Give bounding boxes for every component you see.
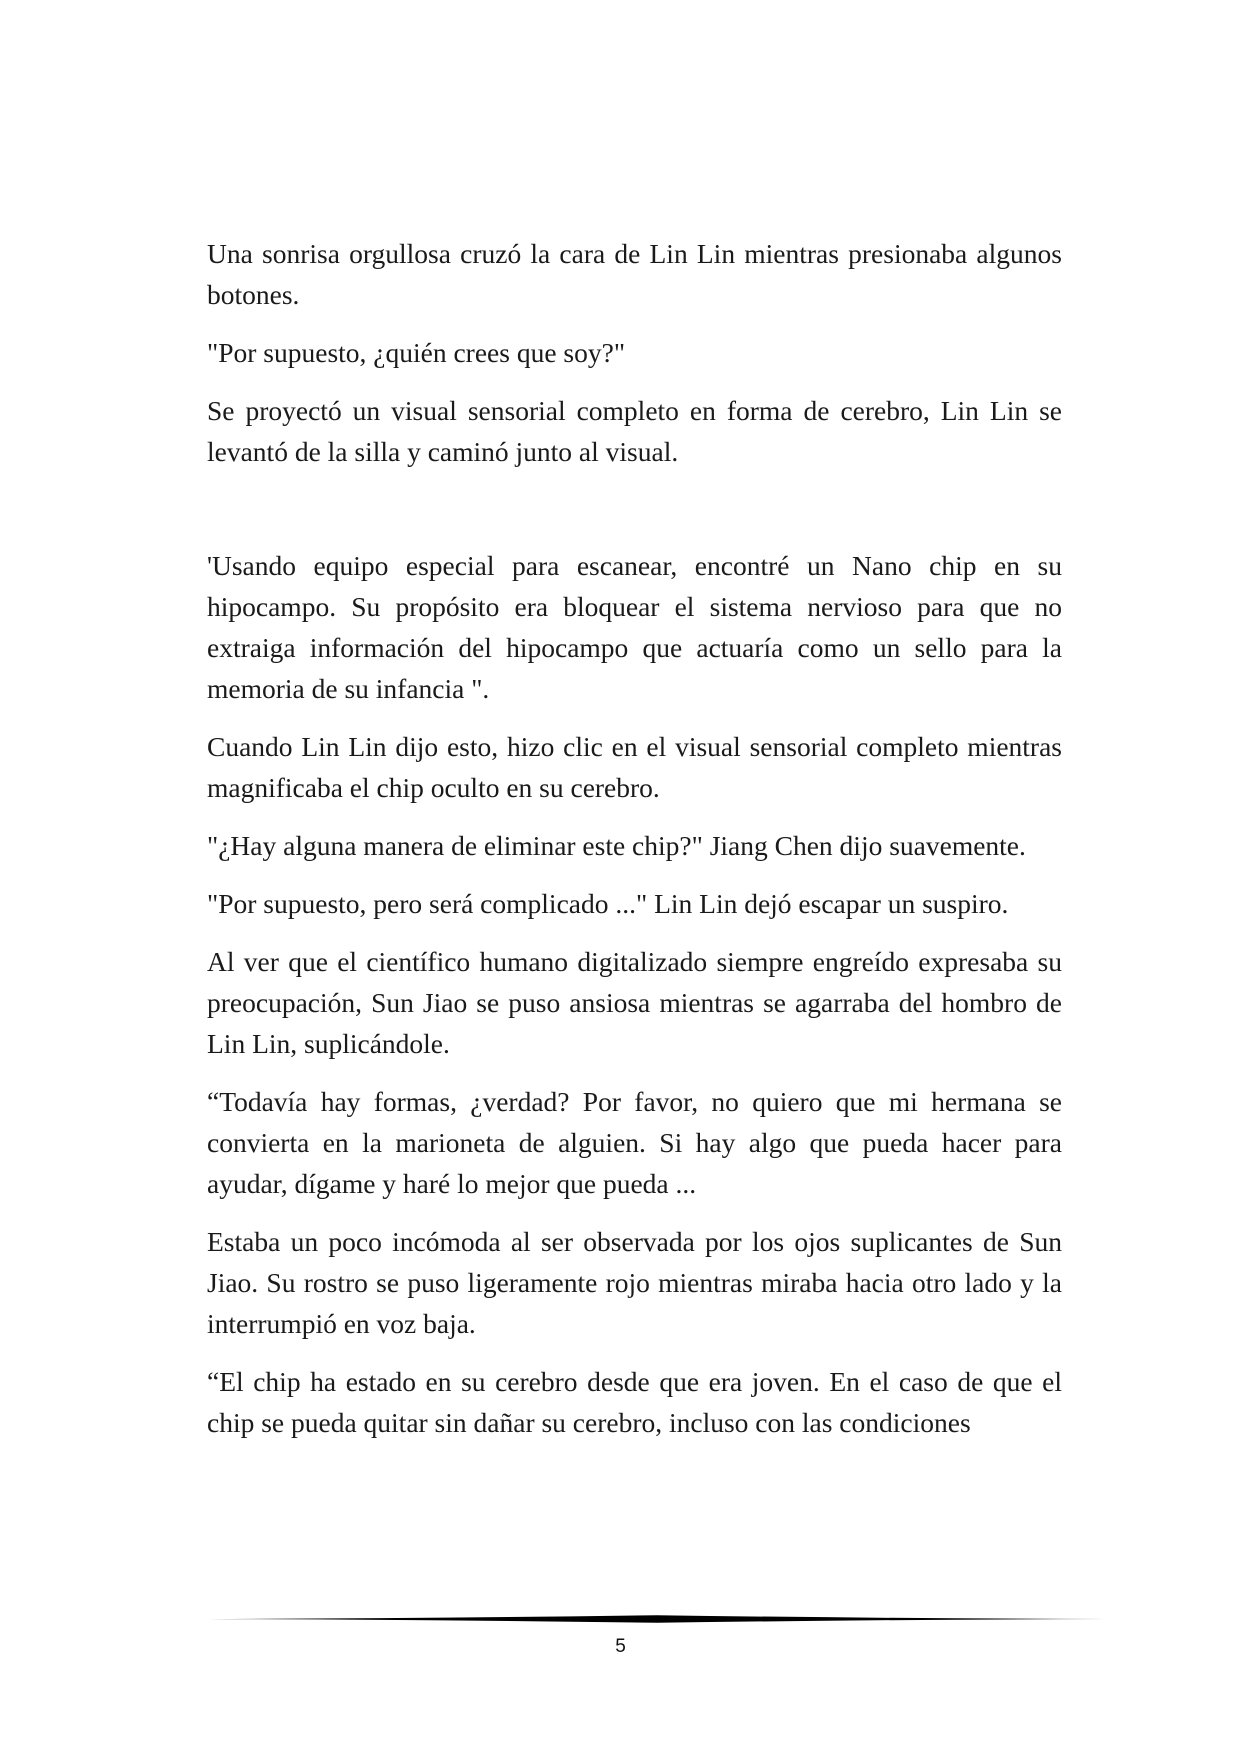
page-number: 5 bbox=[615, 1636, 626, 1657]
paragraph: Una sonrisa orgullosa cruzó la cara de Lin Lin mientras presionaba algunos botones. bbox=[207, 238, 1062, 310]
paragraph: “El chip ha estado en su cerebro desde que era joven. En el caso de que el chip se pueda quitar sin dañar su cerebro, incluso con las condiciones bbox=[207, 1366, 1062, 1438]
paragraph: Cuando Lin Lin dijo esto, hizo clic en el visual sensorial completo mientras magnificaba el chip oculto en su cerebro. bbox=[207, 731, 1062, 803]
paragraph: Se proyectó un visual sensorial completo en forma de cerebro, Lin Lin se levantó de la silla y caminó junto al visual. bbox=[207, 395, 1062, 467]
paragraph: “Todavía hay formas, ¿verdad? Por favor, no quiero que mi hermana se convierta en la marioneta de alguien. Si hay algo que pueda hacer para ayudar, dígame y haré lo mejor que pueda ... bbox=[207, 1086, 1062, 1199]
footer-rule bbox=[207, 1614, 1107, 1624]
paragraph: "Por supuesto, pero será complicado ..." Lin Lin dejó escapar un suspiro. bbox=[207, 888, 1009, 919]
paragraph: "¿Hay alguna manera de eliminar este chip?" Jiang Chen dijo suavemente. bbox=[207, 830, 1026, 861]
paragraph: Estaba un poco incómoda al ser observada por los ojos suplicantes de Sun Jiao. Su rostro se puso ligeramente rojo mientras miraba hacia otro lado y la interrumpió en voz baja. bbox=[207, 1226, 1062, 1339]
body-text bbox=[207, 233, 1062, 1460]
paragraph: 'Usando equipo especial para escanear, encontré un Nano chip en su hipocampo. Su propósito era bloquear el sistema nervioso para que no extraiga información del hipocampo que actuaría como un sello para la memoria de su infancia ". bbox=[207, 550, 1062, 704]
paragraph: Al ver que el científico humano digitalizado siempre engreído expresaba su preocupación, Sun Jiao se puso ansiosa mientras se agarraba del hombro de Lin Lin, suplicándole. bbox=[207, 946, 1062, 1059]
paragraph: "Por supuesto, ¿quién crees que soy?" bbox=[207, 337, 626, 368]
